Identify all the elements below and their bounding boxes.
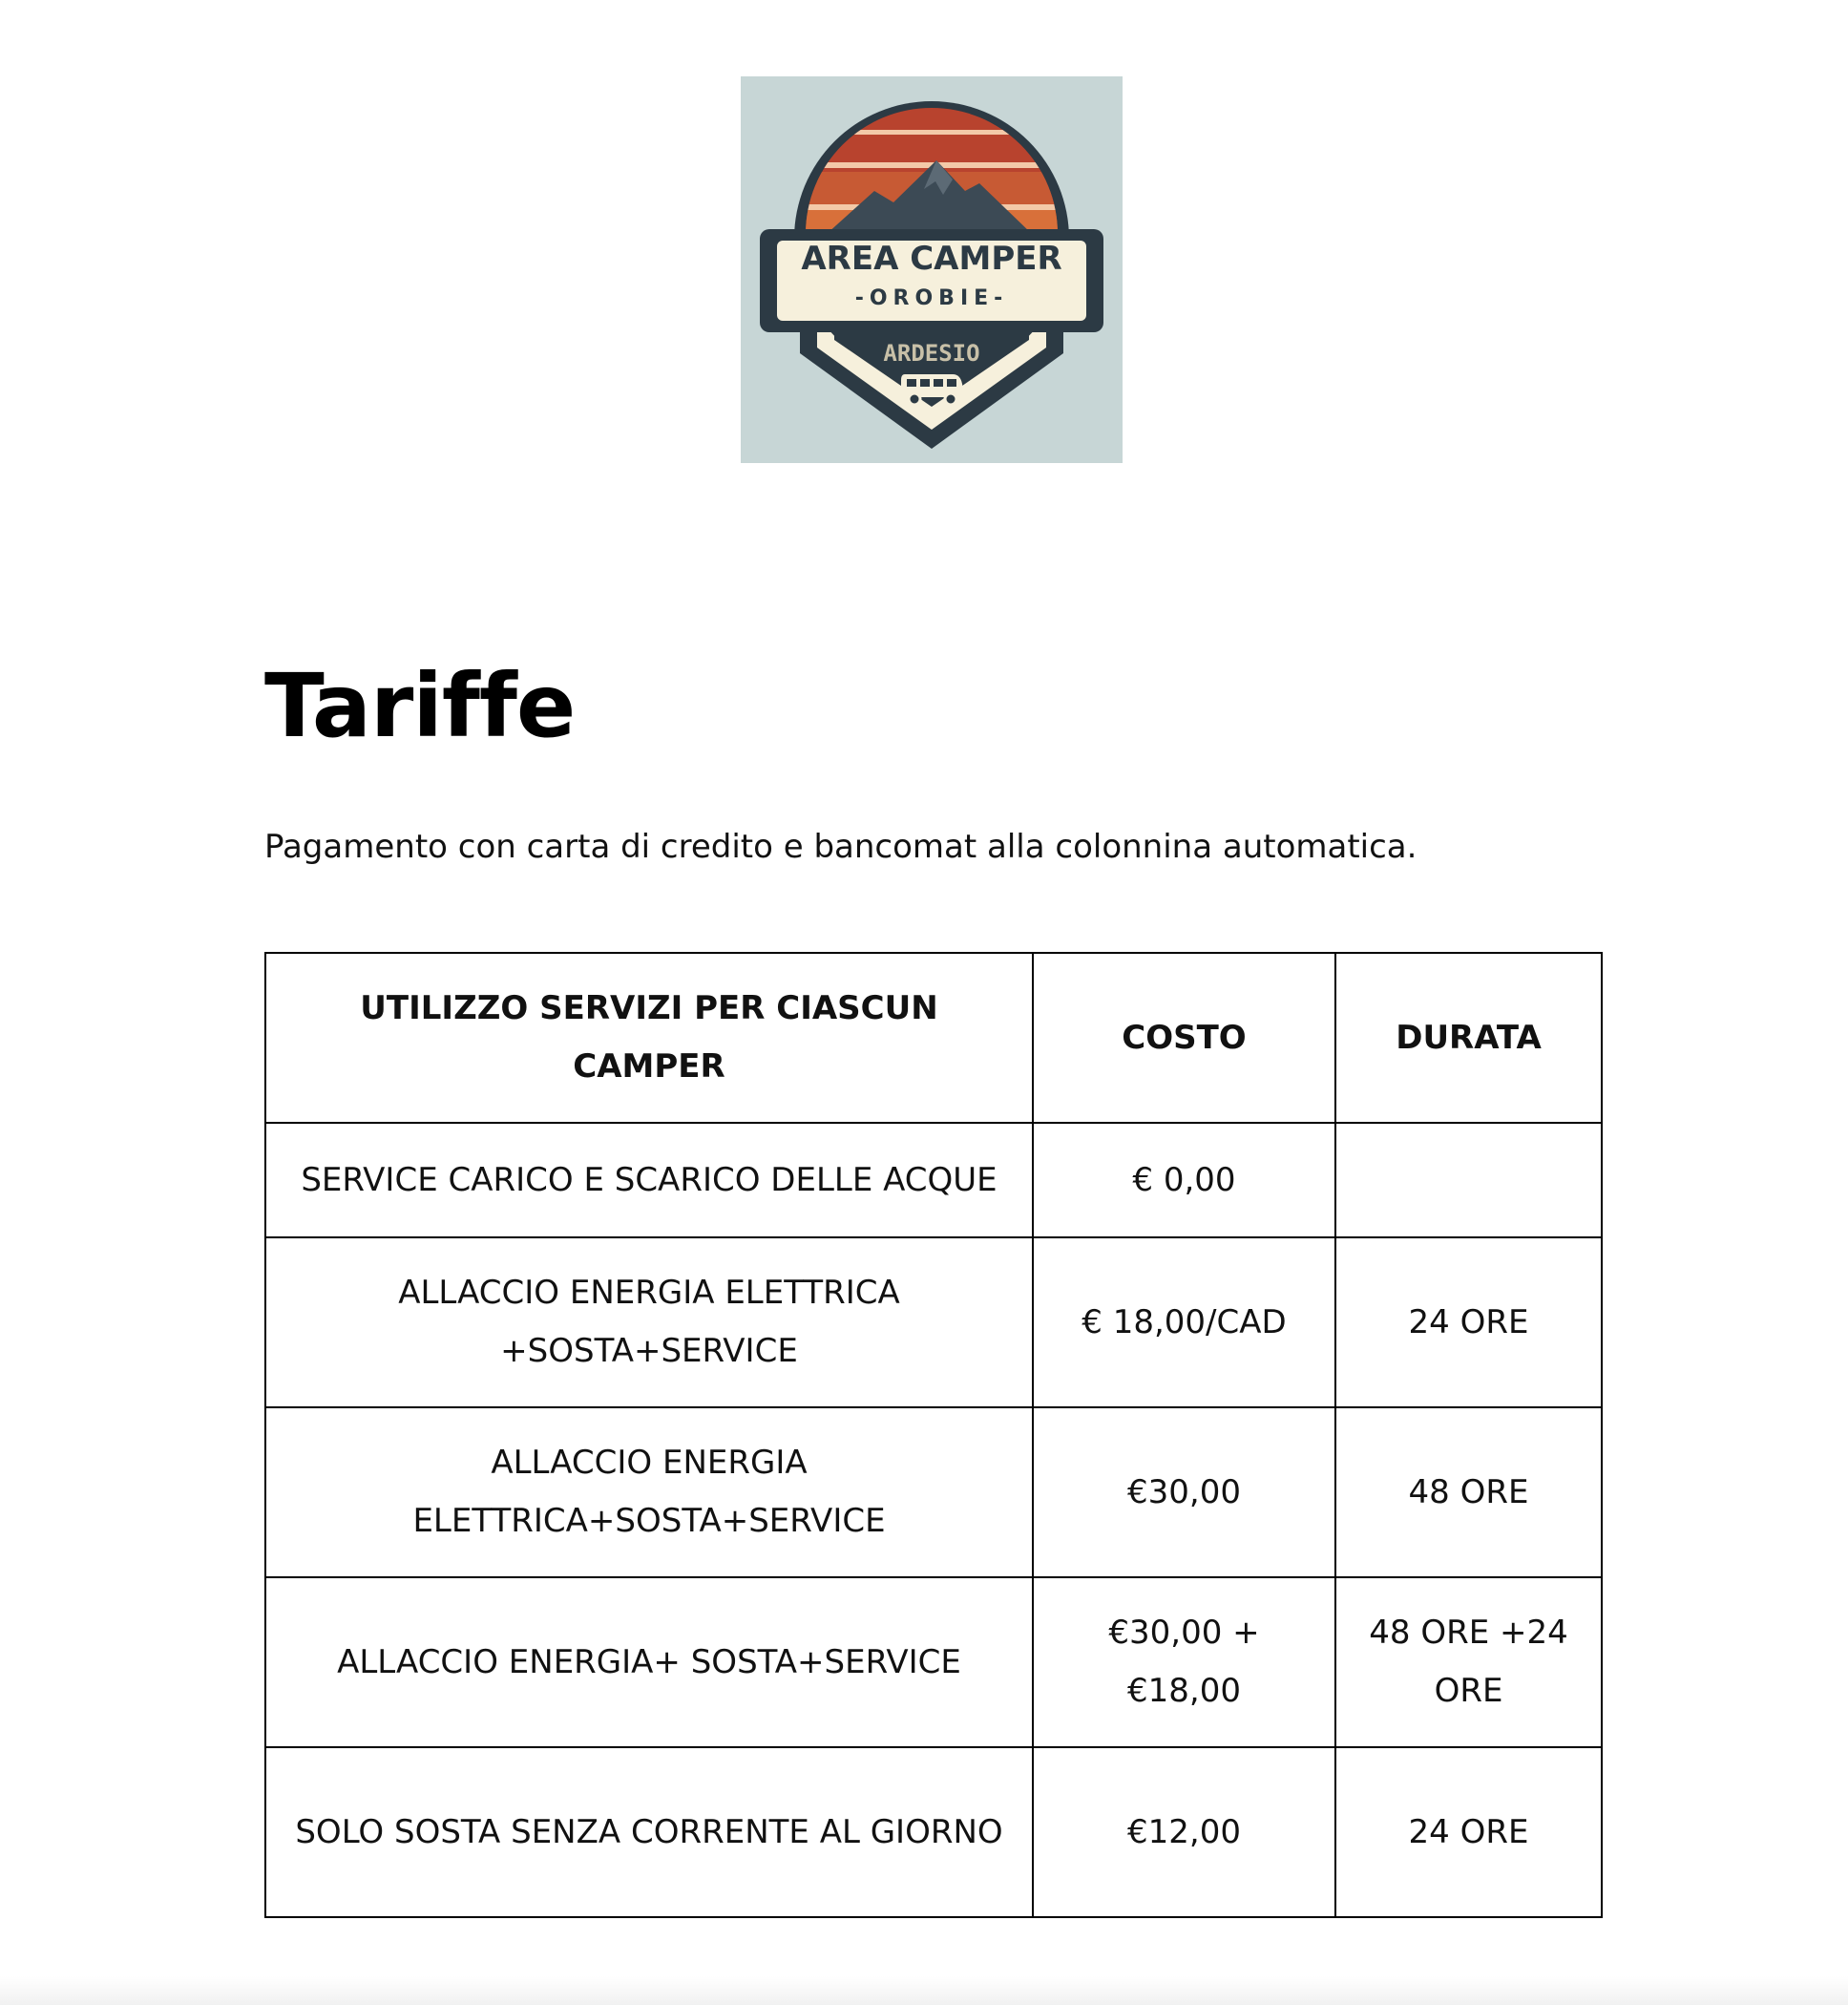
duration-cell	[1335, 1123, 1602, 1237]
area-camper-logo	[741, 76, 1123, 463]
table-row	[265, 1407, 1602, 1577]
cost-cell: € 0,00	[1033, 1123, 1335, 1237]
payment-info-text: Pagamento con carta di credito e bancomat alla colonnina automatica.	[264, 828, 1418, 866]
service-cell: ALLACCIO ENERGIA ELETTRICA +SOSTA+SERVICE	[265, 1237, 1033, 1407]
page-title: Tariffe	[264, 655, 576, 757]
cost-cell: €12,00	[1033, 1747, 1335, 1917]
logo-badge-graphic	[741, 76, 1123, 463]
table-row	[265, 1237, 1602, 1407]
cost-cell: €30,00 + €18,00	[1033, 1577, 1335, 1747]
bottom-shadow	[0, 1976, 1848, 2005]
cost-cell: € 18,00/CAD	[1033, 1237, 1335, 1407]
duration-cell: 24 ORE	[1335, 1747, 1602, 1917]
rates-table	[264, 952, 1603, 1918]
cost-cell: €30,00	[1033, 1407, 1335, 1577]
table-header-row	[265, 953, 1602, 1123]
duration-cell: 48 ORE	[1335, 1407, 1602, 1577]
table-row	[265, 1123, 1602, 1237]
duration-cell: 24 ORE	[1335, 1237, 1602, 1407]
table-row	[265, 1747, 1602, 1917]
header-service: UTILIZZO SERVIZI PER CIASCUN CAMPER	[265, 953, 1033, 1123]
header-duration: DURATA	[1335, 953, 1602, 1123]
logo-line-3: ARDESIO	[883, 340, 980, 367]
logo-line-2: -OROBIE-	[854, 286, 1009, 310]
header-cost: COSTO	[1033, 953, 1335, 1123]
duration-cell: 48 ORE +24 ORE	[1335, 1577, 1602, 1747]
table-row	[265, 1577, 1602, 1747]
service-cell: SERVICE CARICO E SCARICO DELLE ACQUE	[265, 1123, 1033, 1237]
service-cell: SOLO SOSTA SENZA CORRENTE AL GIORNO	[265, 1747, 1033, 1917]
service-cell: ALLACCIO ENERGIA+ SOSTA+SERVICE	[265, 1577, 1033, 1747]
service-cell: ALLACCIO ENERGIA ELETTRICA+SOSTA+SERVICE	[265, 1407, 1033, 1577]
logo-line-1: AREA CAMPER	[801, 240, 1062, 278]
